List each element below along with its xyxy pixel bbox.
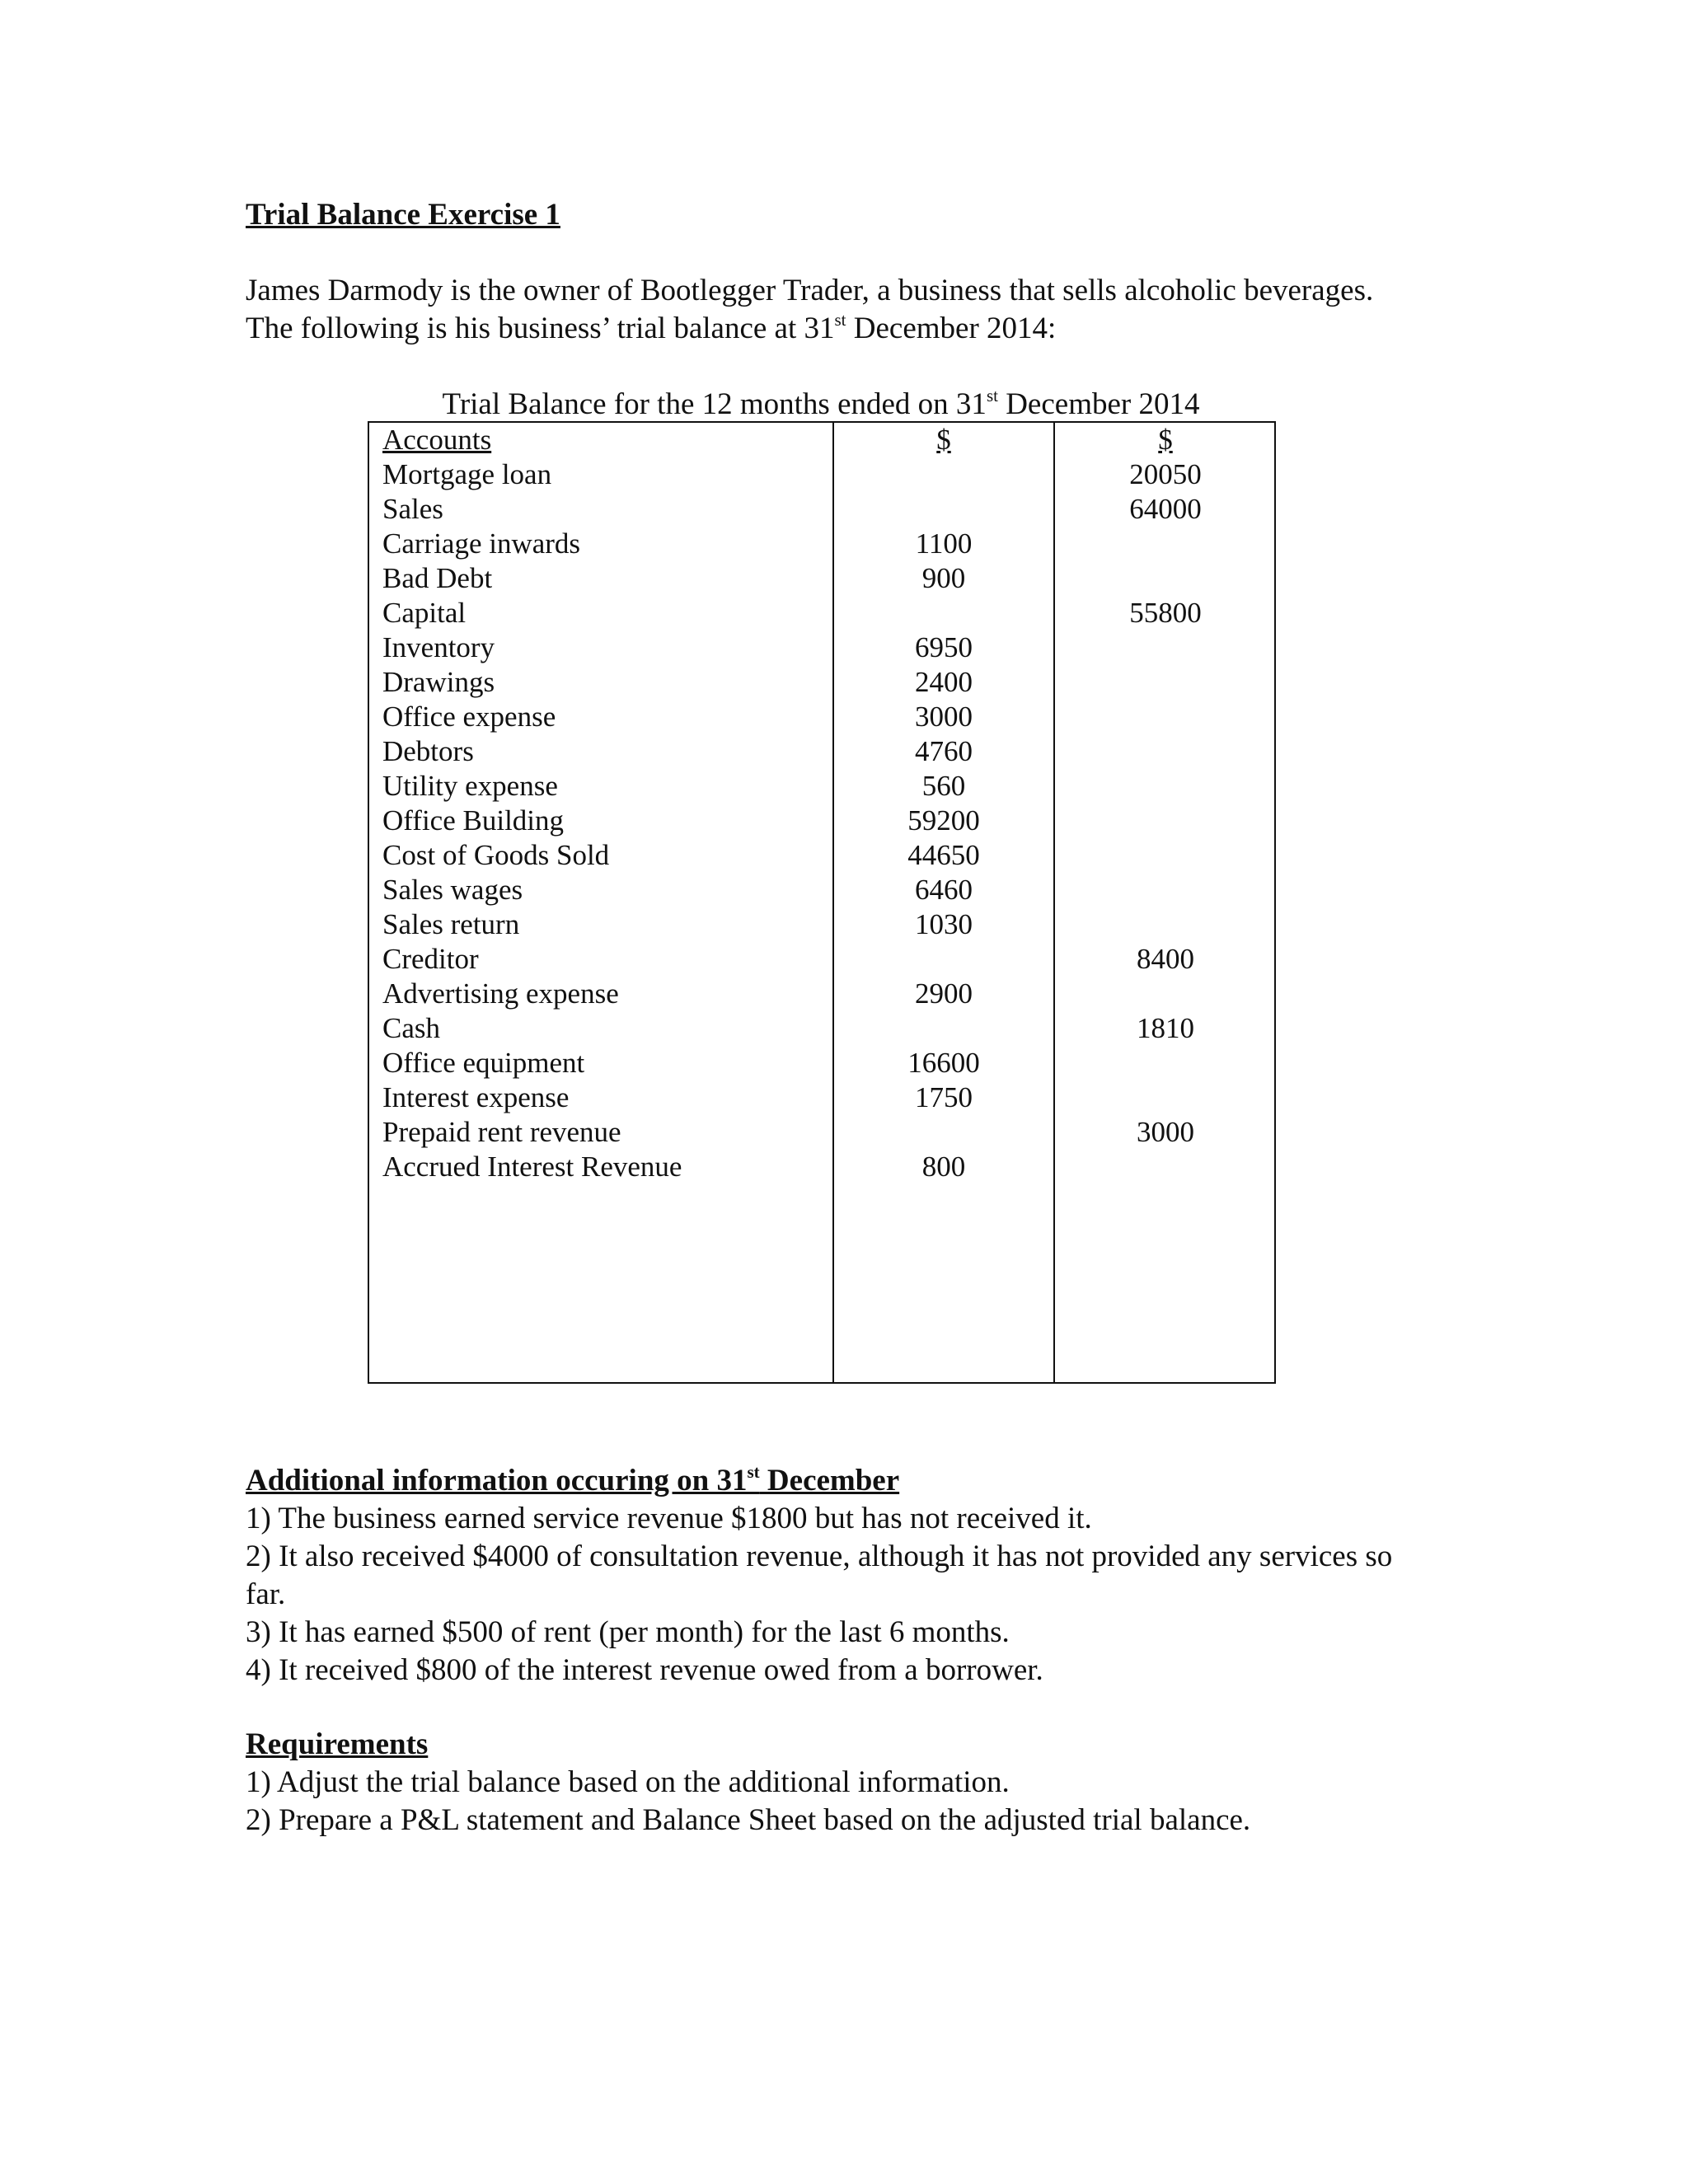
table-row [369,873,1274,907]
debit-amount-cell: 800 [921,1151,966,1183]
additional-info-list [246,1500,1416,1690]
debit-amount-cell: 2900 [915,977,973,1010]
table-row [369,1046,1274,1080]
account-name-cell: Creditor [382,943,479,975]
table-row [369,769,1274,804]
credit-amount-cell: 3000 [1137,1116,1194,1148]
table-row [369,734,1274,769]
header-accounts: Accounts [382,424,492,456]
intro-text-before: James Darmody is the owner of Bootlegger Trader, a business that sells alcoholic beverages. The following is his business’ trial balance at 31 [246,274,1374,345]
account-name-cell: Cash [382,1012,440,1044]
table-row [369,838,1274,873]
info-item-4: 4) It received $800 of the interest revenue owed from a borrower. [246,1653,1043,1687]
header-debit: $ [936,424,951,456]
info-item-1: 1) The business earned service revenue $1800 but has not received it. [246,1502,1092,1535]
debit-amount-cell: 2400 [915,666,973,698]
debit-amount-cell: 1030 [915,908,973,940]
debit-amount-cell: 560 [921,770,966,802]
requirements-list [246,1764,1416,1840]
account-name-cell: Inventory [382,631,495,663]
table-row [369,907,1274,942]
table-row [369,700,1274,734]
table-row [369,630,1274,665]
account-name-cell: Sales wages [382,874,523,906]
account-name-cell: Advertising expense [382,977,619,1010]
intro-text-after: December 2014: [846,312,1057,345]
credit-amount-cell: 8400 [1137,943,1194,975]
debit-amount-cell: 6460 [915,874,973,906]
account-name-cell: Office equipment [382,1047,585,1079]
trial-balance-table [368,421,1276,1384]
caption-text-before: Trial Balance for the 12 months ended on 31 [442,387,987,421]
account-name-cell: Office expense [382,701,556,733]
trial-balance-caption [368,386,1274,424]
requirement-item-2: 2) Prepare a P&L statement and Balance Sheet based on the adjusted trial balance. [246,1803,1251,1837]
debit-amount-cell: 6950 [915,631,973,663]
table-row [369,942,1274,977]
table-row [369,1150,1274,1184]
page-title: Trial Balance Exercise 1 [246,198,560,232]
account-name-cell: Debtors [382,735,474,767]
additional-info-heading-before: Additional information occuring on 31 [246,1464,748,1497]
info-item-3: 3) It has earned $500 of rent (per month) for the last 6 months. [246,1615,1010,1649]
table-row [369,1115,1274,1150]
table-row [369,977,1274,1011]
debit-amount-cell: 59200 [907,804,980,837]
info-item-2: 2) It also received $4000 of consultation revenue, although it has not provided any services so far. [246,1540,1393,1611]
credit-amount-cell: 64000 [1129,493,1202,525]
account-name-cell: Sales return [382,908,520,940]
account-name-cell: Sales [382,493,443,525]
debit-amount-cell: 4760 [915,735,973,767]
debit-amount-cell: 16600 [907,1047,980,1079]
intro-ordinal-suffix: st [834,310,846,330]
account-name-cell: Office Building [382,804,565,837]
account-name-cell: Capital [382,597,467,629]
credit-amount-cell: 1810 [1137,1012,1194,1044]
additional-info-ordinal-suffix: st [747,1462,760,1482]
account-name-cell: Bad Debt [382,562,493,594]
table-row [369,1080,1274,1115]
debit-amount-cell: 1750 [915,1081,973,1113]
account-name-cell: Accrued Interest Revenue [382,1151,682,1183]
table-row [369,527,1274,561]
account-name-cell: Interest expense [382,1081,570,1113]
table-row [369,804,1274,838]
table-row [369,1011,1274,1046]
account-name-cell: Drawings [382,666,495,698]
debit-amount-cell: 1100 [915,527,973,560]
account-name-cell: Mortgage loan [382,458,552,490]
requirement-item-1: 1) Adjust the trial balance based on the additional information. [246,1765,1010,1799]
table-row [369,665,1274,700]
header-credit: $ [1158,424,1173,456]
table-row [369,561,1274,596]
table-row [369,492,1274,527]
credit-amount-cell: 55800 [1129,597,1202,629]
debit-amount-cell: 3000 [915,701,973,733]
caption-ordinal-suffix: st [986,386,998,405]
account-name-cell: Utility expense [382,770,558,802]
table-row [369,457,1274,492]
intro-paragraph [246,272,1400,348]
table-header-row [369,423,1274,457]
requirements-heading: Requirements [246,1727,429,1761]
account-name-cell: Cost of Goods Sold [382,839,610,871]
table-row [369,596,1274,630]
debit-amount-cell: 900 [921,562,966,594]
additional-info-heading [246,1462,899,1500]
account-name-cell: Carriage inwards [382,527,581,560]
caption-text-after: December 2014 [997,387,1200,421]
debit-amount-cell: 44650 [907,839,980,871]
additional-info-heading-after: December [759,1464,900,1497]
credit-amount-cell: 20050 [1129,458,1202,490]
account-name-cell: Prepaid rent revenue [382,1116,621,1148]
